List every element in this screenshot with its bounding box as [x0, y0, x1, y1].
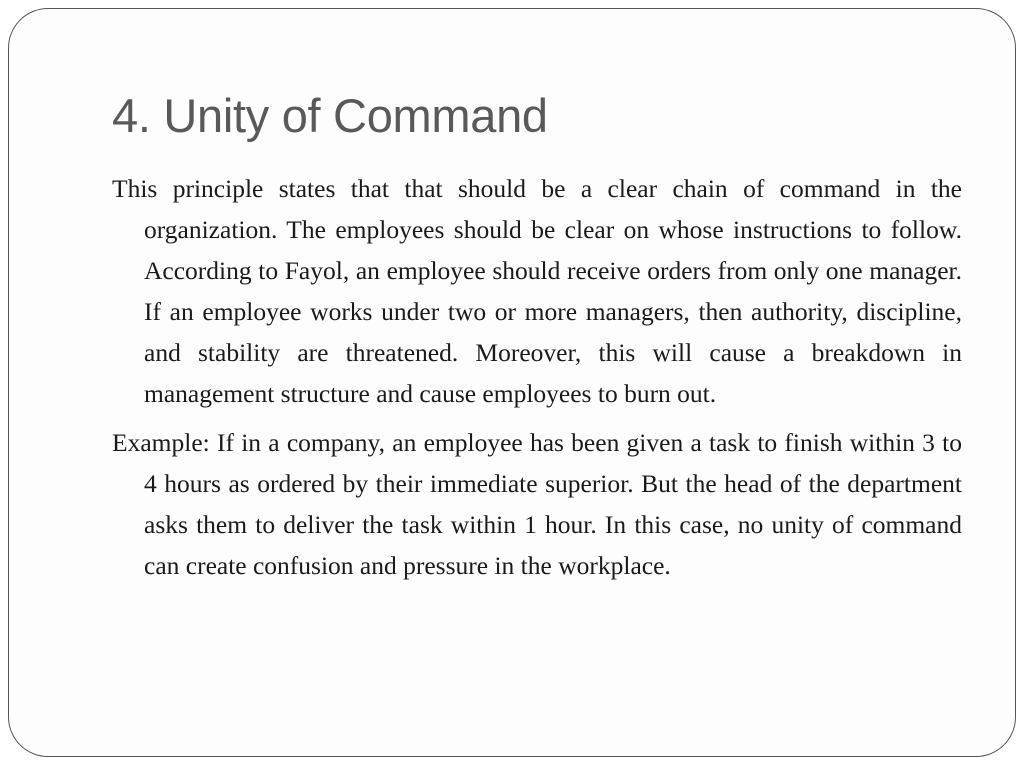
example-paragraph: Example: If in a company, an employee has been given a task to finish within 3 to 4 hours as ordered by their immediate superior. But the head of the department asks them to deliver the task within 1 hour. In this case, no unity of command can create confusion and pressure in the workplace.: [112, 428, 962, 580]
principle-paragraph: This principle states that that should be a clear chain of command in the organization. The employees should be clear on whose instructions to follow. According to Fayol, an employee should receive orders from only one manager. If an employee works under two or more managers, then authority, discipline, and stability are threatened. Moreover, this will cause a breakdown in management structure and cause employees to burn out.: [112, 174, 962, 408]
slide-body: [112, 168, 962, 594]
slide-title: 4. Unity of Command: [112, 89, 548, 142]
